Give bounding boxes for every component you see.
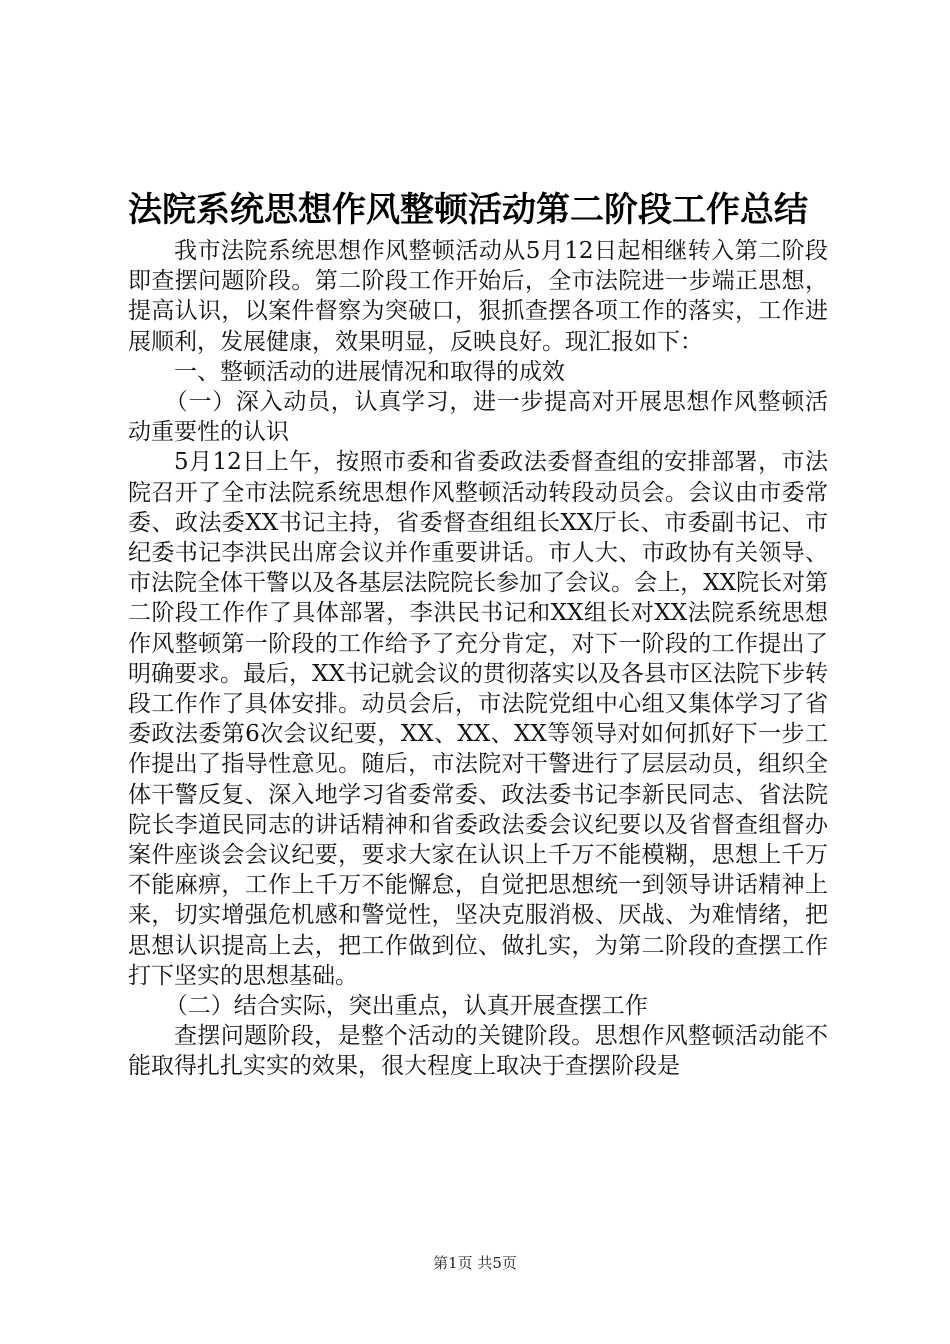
page-footer: 第1页 共5页 (433, 1254, 517, 1272)
subsection-heading-1: （一）深入动员，认真学习，进一步提高对开展思想作风整顿活动重要性的认识 (128, 389, 828, 446)
subsection-heading-2: （二）结合实际，突出重点，认真开展查摆工作 (164, 993, 648, 1020)
intro-paragraph: 我市法院系统思想作风整顿活动从5月12日起相继转入第二阶段即查摆问题阶段。第二阶段工作开始后，全市法院进一步端正思想，提高认识，以案件督察为突破口，狠抓查摆各项工作的落实，工作进展顺利，发展健康，效果明显，反映良好。现汇报如下： (128, 238, 828, 355)
body-paragraph-1: 5月12日上午，按照市委和省委政法委督查组的安排部署，市法院召开了全市法院系统思想作风整顿活动转段动员会。会议由市委常委、政法委XX书记主持，省委督查组组长XX厅长、市委副书记、市纪委书记李洪民出席会议并作重要讲话。市人大、市政协有关领导、市法院全体干警以及各基层法院院长参加了会议。会上，XX院长对第二阶段工作作了具体部署，李洪民书记和XX组长对XX法院系统思想作风整顿第一阶段的工作给予了充分肯定，对下一阶段的工作提出了明确要求。最后，XX书记就会议的贯彻落实以及各县市区法院下步转段工作作了具体安排。动员会后，市法院党组中心组又集体学习了省委政法委第6次会议纪要，XX、XX、XX等领导对如何抓好下一步工作提出了指导性意见。随后，市法院对干警进行了层层动员，组织全体干警反复、深入地学习省委常委、政法委书记李新民同志、省法院院长李道民同志的讲话精神和省委政法委会议纪要以及省督查组督办案件座谈会会议纪要，要求大家在认识上千万不能模糊，思想上千万不能麻痹，工作上千万不能懈怠，自觉把思想统一到领导讲话精神上来，切实增强危机感和警觉性，坚决克服消极、厌战、为难情绪，把思想认识提高上去，把工作做到位、做扎实，为第二阶段的查摆工作打下坚实的思想基础。 (128, 449, 828, 989)
document-body (128, 236, 828, 1082)
section-heading-1: 一、整顿活动的进展情况和取得的成效 (174, 358, 565, 385)
document-title: 法院系统思想作风整顿活动第二阶段工作总结 (128, 190, 808, 230)
body-paragraph-2: 查摆问题阶段，是整个活动的关键阶段。思想作风整顿活动能不能取得扎扎实实的效果，很大程度上取决于查摆阶段是 (128, 1023, 828, 1080)
